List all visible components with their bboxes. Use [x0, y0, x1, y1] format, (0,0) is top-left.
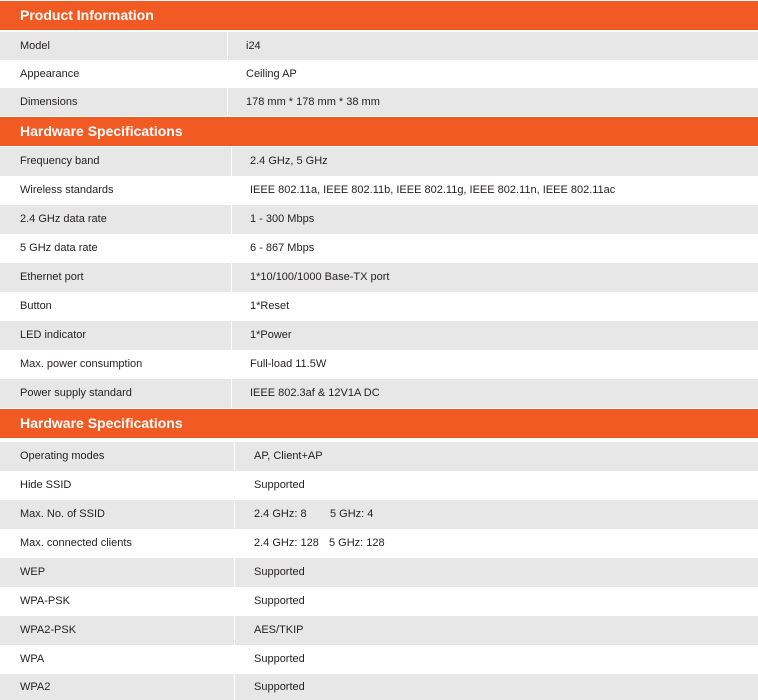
row-value: Supported [254, 595, 305, 607]
row-value: 1*Reset [250, 300, 290, 312]
row-value: Supported [254, 479, 305, 491]
row-value: IEEE 802.11a, IEEE 802.11b, IEEE 802.11g, IEEE 802.11n, IEEE 802.11ac [250, 184, 616, 196]
row-value: Supported [254, 566, 305, 578]
row-value: IEEE 802.3af & 12V1A DC [250, 387, 380, 399]
row-label: Appearance [20, 67, 80, 80]
row-value: AES/TKIP [254, 624, 304, 636]
row-label: Operating modes [20, 450, 105, 462]
table-row [0, 379, 758, 408]
row-label: 5 GHz data rate [20, 242, 98, 254]
table-row [0, 176, 758, 205]
table-row [0, 558, 758, 587]
table-row [0, 587, 758, 616]
table-row [0, 32, 758, 60]
row-label: Wireless standards [20, 184, 114, 196]
row-label: Max. power consumption [20, 358, 143, 370]
table-row [0, 674, 758, 700]
row-value: Supported [254, 680, 305, 693]
row-label: Frequency band [20, 155, 100, 167]
section-header-hardware-specifications-2: Hardware Specifications [0, 409, 758, 438]
table-row [0, 292, 758, 321]
table-row [0, 147, 758, 176]
row-label: Hide SSID [20, 479, 72, 491]
table-row [0, 529, 758, 558]
row-value: 6 - 867 Mbps [250, 242, 315, 254]
row-label: Ethernet port [20, 271, 84, 283]
row-value: Supported [254, 653, 305, 665]
row-value: 178 mm * 178 mm * 38 mm [246, 95, 380, 108]
row-value: 2.4 GHz: 128 [254, 537, 319, 549]
row-label: Max. connected clients [20, 537, 132, 549]
table-row [0, 321, 758, 350]
row-label: Model [20, 39, 50, 52]
row-value: Ceiling AP [246, 67, 297, 80]
section-header-product-information: Product Information [0, 1, 758, 30]
row-value: 1*Power [250, 329, 292, 341]
table-row [0, 205, 758, 234]
table-row [0, 263, 758, 292]
row-value: 2.4 GHz, 5 GHz [250, 155, 328, 167]
row-label: 2.4 GHz data rate [20, 213, 107, 225]
row-label: WEP [20, 566, 46, 578]
table-row [0, 645, 758, 674]
row-value: AP, Client+AP [254, 450, 323, 462]
row-value: 2.4 GHz: 8 [254, 508, 307, 520]
table-row [0, 234, 758, 263]
table-row [0, 616, 758, 645]
table-row [0, 500, 758, 529]
row-label: Max. No. of SSID [20, 508, 105, 520]
row-label: Button [20, 300, 52, 312]
row-value: i24 [246, 39, 261, 52]
row-value-secondary: 5 GHz: 128 [329, 537, 385, 549]
row-label: Power supply standard [20, 387, 132, 399]
row-label: Dimensions [20, 95, 78, 108]
table-row [0, 60, 758, 88]
row-value: 1*10/100/1000 Base-TX port [250, 271, 390, 283]
table-row [0, 350, 758, 379]
row-value: 1 - 300 Mbps [250, 213, 315, 225]
row-label: LED indicator [20, 329, 87, 341]
row-value-secondary: 5 GHz: 4 [330, 508, 374, 520]
row-label: WPA [20, 653, 45, 665]
section-header-hardware-specifications: Hardware Specifications [0, 117, 758, 146]
table-row [0, 88, 758, 116]
table-row [0, 442, 758, 471]
row-label: WPA2 [20, 680, 51, 693]
row-label: WPA2-PSK [20, 624, 77, 636]
row-value: Full-load 11.5W [250, 358, 327, 370]
row-label: WPA-PSK [20, 595, 70, 607]
table-row [0, 471, 758, 500]
